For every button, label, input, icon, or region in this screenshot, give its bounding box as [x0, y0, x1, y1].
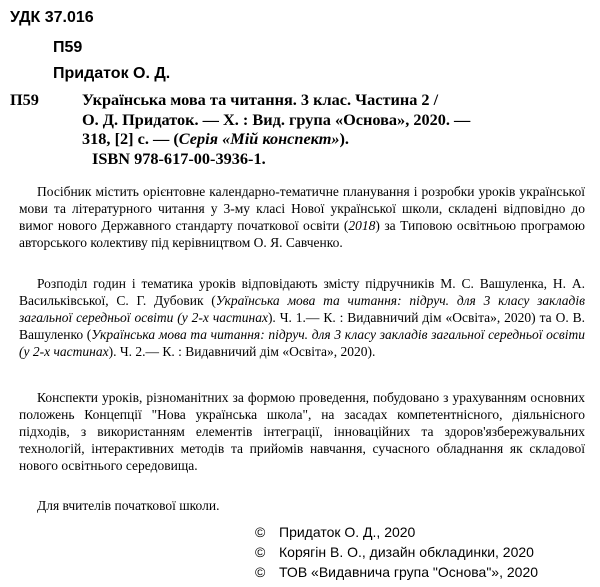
copyright-line	[255, 542, 538, 562]
udk-code: УДК 37.016	[10, 9, 94, 26]
bib-line-3-end: ).	[339, 129, 350, 148]
author-heading: Придаток О. Д.	[53, 65, 171, 82]
para2-textbook-1: Українська мова та читання: підруч. для 3 класу закладів загальної середньої освіти (у 2-х частинах	[19, 293, 585, 325]
para1-end: ) за Типовою освітньою програмою авторського колективу під керівництвом О. Я. Савченко.	[19, 218, 585, 250]
bib-line-3-start: 318, [2] с. — (	[82, 129, 179, 148]
bib-line-2: О. Д. Придаток. — Х. : Вид. група «Основа», 2020. —	[82, 109, 471, 129]
annotation-paragraph-1	[19, 183, 585, 251]
para1-year: 2018	[348, 218, 376, 233]
copyright-symbol: ©	[255, 524, 266, 540]
copyright-publisher: ТОВ «Видавнича група "Основа"», 2020	[279, 564, 539, 580]
para2-c: ). Ч. 2.— К. : Видавничий дім «Освіта», 2020).	[108, 344, 376, 359]
bib-line-3	[82, 129, 587, 149]
copyright-designer: Корягін В. О., дизайн обкладинки, 2020	[279, 544, 534, 560]
copyright-block	[255, 522, 538, 582]
audience-note: Для вчителів початкової школи.	[37, 498, 220, 513]
series-name: Серія «Мій конспект»	[178, 129, 340, 148]
copyright-author: Придаток О. Д., 2020	[279, 524, 416, 540]
bib-line-1: Українська мова та читання. 3 клас. Частина 2 /	[82, 90, 439, 109]
copyright-line	[255, 522, 538, 542]
copyright-line	[255, 562, 538, 582]
para2-b: ). Ч. 1.— К. : Видавничий дім «Освіта», 2020) та О. В. Вашуленко (	[19, 310, 585, 342]
para2-textbook-2: Українська мова та читання: підруч. для 3 класу закладів загальної середньої освіти (у 2-х частинах	[19, 327, 585, 359]
bib-code: П59	[10, 90, 39, 109]
copyright-symbol: ©	[255, 544, 266, 560]
shelf-code: П59	[53, 39, 83, 56]
annotation-paragraph-2	[19, 275, 585, 360]
para1-text: Посібник містить орієнтовне календарно-тематичне планування і розробки уроків української мови та літературного читання у 3-му класі Нової української школи, складені відповідно до вимог нового Державного стандарту початкової освіти (	[19, 184, 585, 233]
bibliographic-record	[82, 90, 587, 168]
isbn: ISBN 978-617-00-3936-1.	[92, 148, 266, 168]
copyright-symbol: ©	[255, 564, 266, 580]
para2-a: Розподіл годин і тематика уроків відповідають змісту підручників М. С. Вашуленка, Н. А. Васильківської, С. Г. Дубовик (	[19, 276, 585, 308]
annotation-paragraph-3: Конспекти уроків, різноманітних за формою проведення, побудовано з урахуванням основних положень Концепції "Нова українська школа", на засадах компетентнісного, діяльнісного підходів, з використанням елементів інтеграції, інноваційних та здоров'язбережувальних технологій, інтерактивних методів та прийомів навчання, сучасного обладнання як складової нового освітнього середовища.	[19, 390, 585, 473]
